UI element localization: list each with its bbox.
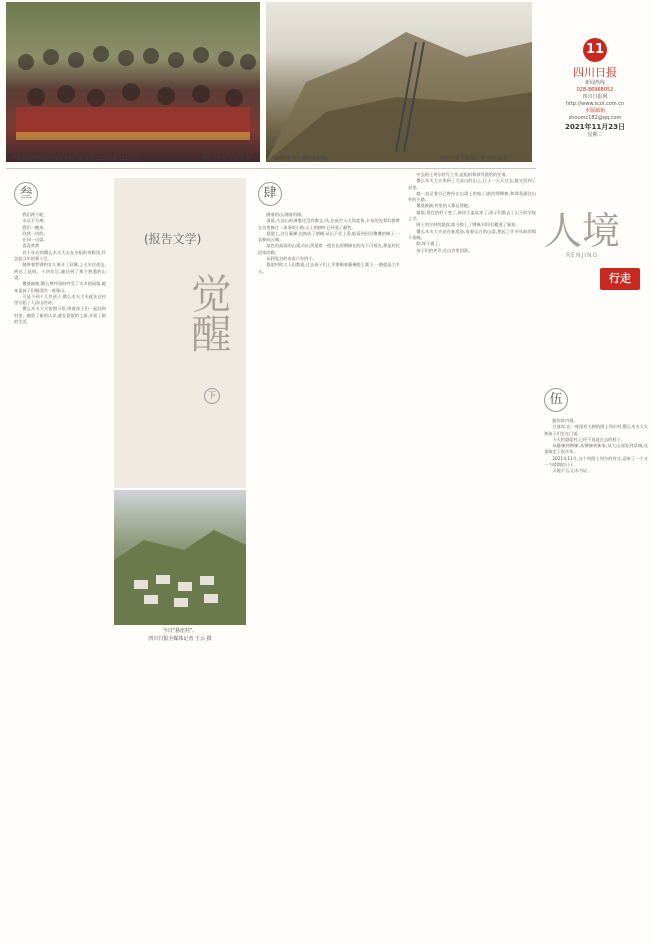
- section-title-en: RENJING: [566, 252, 599, 259]
- column-3-text: [408, 172, 536, 937]
- col4-line-2: 日落时,在一座雨有大树的阿土列尔村,俄么木夫大夫和孩子们坐在门前。: [544, 424, 648, 436]
- site-url[interactable]: http://www.scol.com.cn: [565, 101, 625, 107]
- photo1-credit-text: 新华社记者 江宏景 摄: [202, 156, 251, 162]
- hotline: 028-86968052: [576, 87, 614, 93]
- article-part: 下: [204, 388, 220, 404]
- col1-line-3: 我们一醒来,: [22, 224, 45, 230]
- col1-line-2: 永远不分离;: [22, 218, 45, 224]
- article-genre: (报告文学): [144, 232, 202, 246]
- section-title: 人境: [544, 209, 621, 253]
- column-4-text: [544, 418, 648, 918]
- photo3-credit: [114, 636, 246, 643]
- issue-date: 2021年11月23日: [565, 123, 625, 131]
- photo-ladder-mountain: [266, 2, 532, 162]
- site-label: 四川日报网: [582, 94, 608, 100]
- col4-line-5: 2021年11月,这个叫阿土列尔的村庄,迎来了一个又一个晴朗的日子。: [544, 455, 648, 468]
- col3-line-3: 她一直记着自己曾经在山梁上的家,门前的那棵树,和那条通往山外的小路。: [408, 190, 536, 203]
- article-title-block: [114, 178, 246, 488]
- column-2-text: [258, 212, 400, 937]
- col3-line-2: 俄么木夫大夫来到了大凉山的山上,日子一天天过去,她又回到了县里。: [408, 178, 536, 190]
- hotline-label: 新闻热线: [584, 80, 605, 86]
- photo2-caption: [272, 156, 392, 163]
- col1-line-9: 俄莫筱筱,俄么曾经同时经受了太多的同情,她本是孩子们眼里的一座靠山。: [14, 281, 106, 293]
- col2-line-1: 随着的山,随着的路。: [266, 212, 306, 217]
- col4-line-4: 从藤梯到钢梯,从钢梯到新家,从大山深处到县城,这条路走了很多年。: [544, 443, 648, 455]
- photo2-caption-text: "悬崖村"昔日藤梯变钢梯。: [272, 156, 332, 162]
- col4-line-6: 天地不言,山水为证。: [552, 468, 592, 474]
- col3-line-9: 孩子们的笑声,在山谷里回荡。: [416, 247, 473, 253]
- column-head-three: 叁: [14, 182, 38, 206]
- photo3-caption: [114, 628, 246, 635]
- photo-village-today: [114, 490, 246, 625]
- col3-line-5: 她说,现在的村子变了,新房子盖起来了,孩子们都去了山下的学校上学。: [408, 209, 536, 222]
- col1-line-4: 同我一切的;: [22, 230, 45, 236]
- ladder-mountain-shape: [266, 2, 532, 162]
- col1-line-6: 喜喜欢欢: [22, 243, 40, 249]
- page-number: 11: [583, 38, 607, 62]
- photo3-credit-text: 四川日报全媒体记者 王云 摄: [148, 636, 212, 642]
- col3-line-1: 中去阿土列尔村写工作,是组织和领导派给的任务。: [416, 172, 510, 177]
- col2-line-6: 悬崖村的大人们都说,过去孩子们上学要顺着藤梯爬上爬下,一趟就是大半天。: [258, 262, 400, 274]
- section-tag: 行走: [600, 268, 640, 290]
- article-title: 觉醒: [185, 273, 231, 353]
- col3-line-6: 阿土列尔村的悬崖,如今换上了钢梯,村民们搬进了新家。: [416, 222, 520, 228]
- col3-line-7: 俄么木夫大夫站在新房前,看着远方的山梁,想起了许多年前的那个夜晚。: [408, 228, 536, 240]
- col1-line-5: 在同一山梁,: [22, 237, 45, 243]
- col2-line-5: 从阿觉县的来说只有四个。: [266, 256, 317, 262]
- col2-line-2: 清晨,大凉山的薄雾还没有散去,风,在高空入大角度角,卡布的先辈们都曾在这里修过一条条的小路,山上的树叶已经变了颜色。: [258, 218, 400, 230]
- col3-line-8: 路,终于通了。: [416, 241, 443, 247]
- photo1-caption-text: "悬崖村"帮扶村民搬新家前合影留念(2020年5月12日摄)。: [14, 156, 145, 162]
- column-head-five: 伍: [544, 388, 568, 412]
- email[interactable]: zhoumc182@qq.com: [568, 115, 622, 121]
- photo1-caption: [14, 156, 204, 163]
- village-scene: [114, 490, 246, 625]
- col2-line-4: 某色的高高的山梁,向山顶望着一道长长的钢梯在阳光下闪着光,那是村民回家的路。: [258, 243, 400, 255]
- col1-line-10: 可是不到十几岁孩子,俄么木夫大夫就先在村里写起了大凉山的诗。: [14, 293, 106, 306]
- masthead: [540, 38, 650, 139]
- col4-line-1: 跟你讲内情,: [552, 418, 575, 423]
- group-portrait-figures: [6, 2, 260, 162]
- col1-line-11: 俄么木夫大夫按照习俗,带着孩子们一起回到村里。她收了新的认识,就在悬崖的上面,开始了新的生活。: [14, 306, 106, 325]
- photo2-credit: [440, 156, 540, 163]
- column-head-four: 肆: [258, 182, 282, 206]
- col1-line-1: 我们两个呢,: [22, 212, 45, 217]
- col2-line-3: 悬崖上,往日藤梯,也换成了钢梯,从山下往上看,能看到层层叠叠的梯子,一直伸向云端。: [258, 230, 400, 243]
- photo-group-portrait: [6, 2, 260, 162]
- top-divider: [6, 168, 536, 169]
- col1-line-7: 若干年后的俄么木夫大夫在夕阳的余晖里,怀念起当年的那个巴。: [14, 249, 106, 262]
- photo1-credit: [202, 156, 262, 163]
- col1-line-8: 她带着罗满和女儿离开了县城,上火车往南去,到达了昆明。十四年后,她回到了那个熟悉的山梁。: [14, 262, 106, 280]
- photo3-caption-text: 今日"悬崖村"。: [162, 628, 198, 634]
- weekday: 星期二: [587, 132, 603, 138]
- col3-line-4: 俄莫筱筱,村里的人都记得她。: [416, 203, 473, 209]
- column-1-text: [14, 212, 106, 937]
- submission-label: 本版邮箱: [584, 108, 605, 114]
- photo2-credit-text: 四川日报全媒体记者 李向雨 摄: [440, 156, 509, 162]
- col4-line-3: 今天的悬崖村,已经不再是过去的样子。: [552, 436, 625, 442]
- paper-name: 四川日报: [573, 66, 617, 79]
